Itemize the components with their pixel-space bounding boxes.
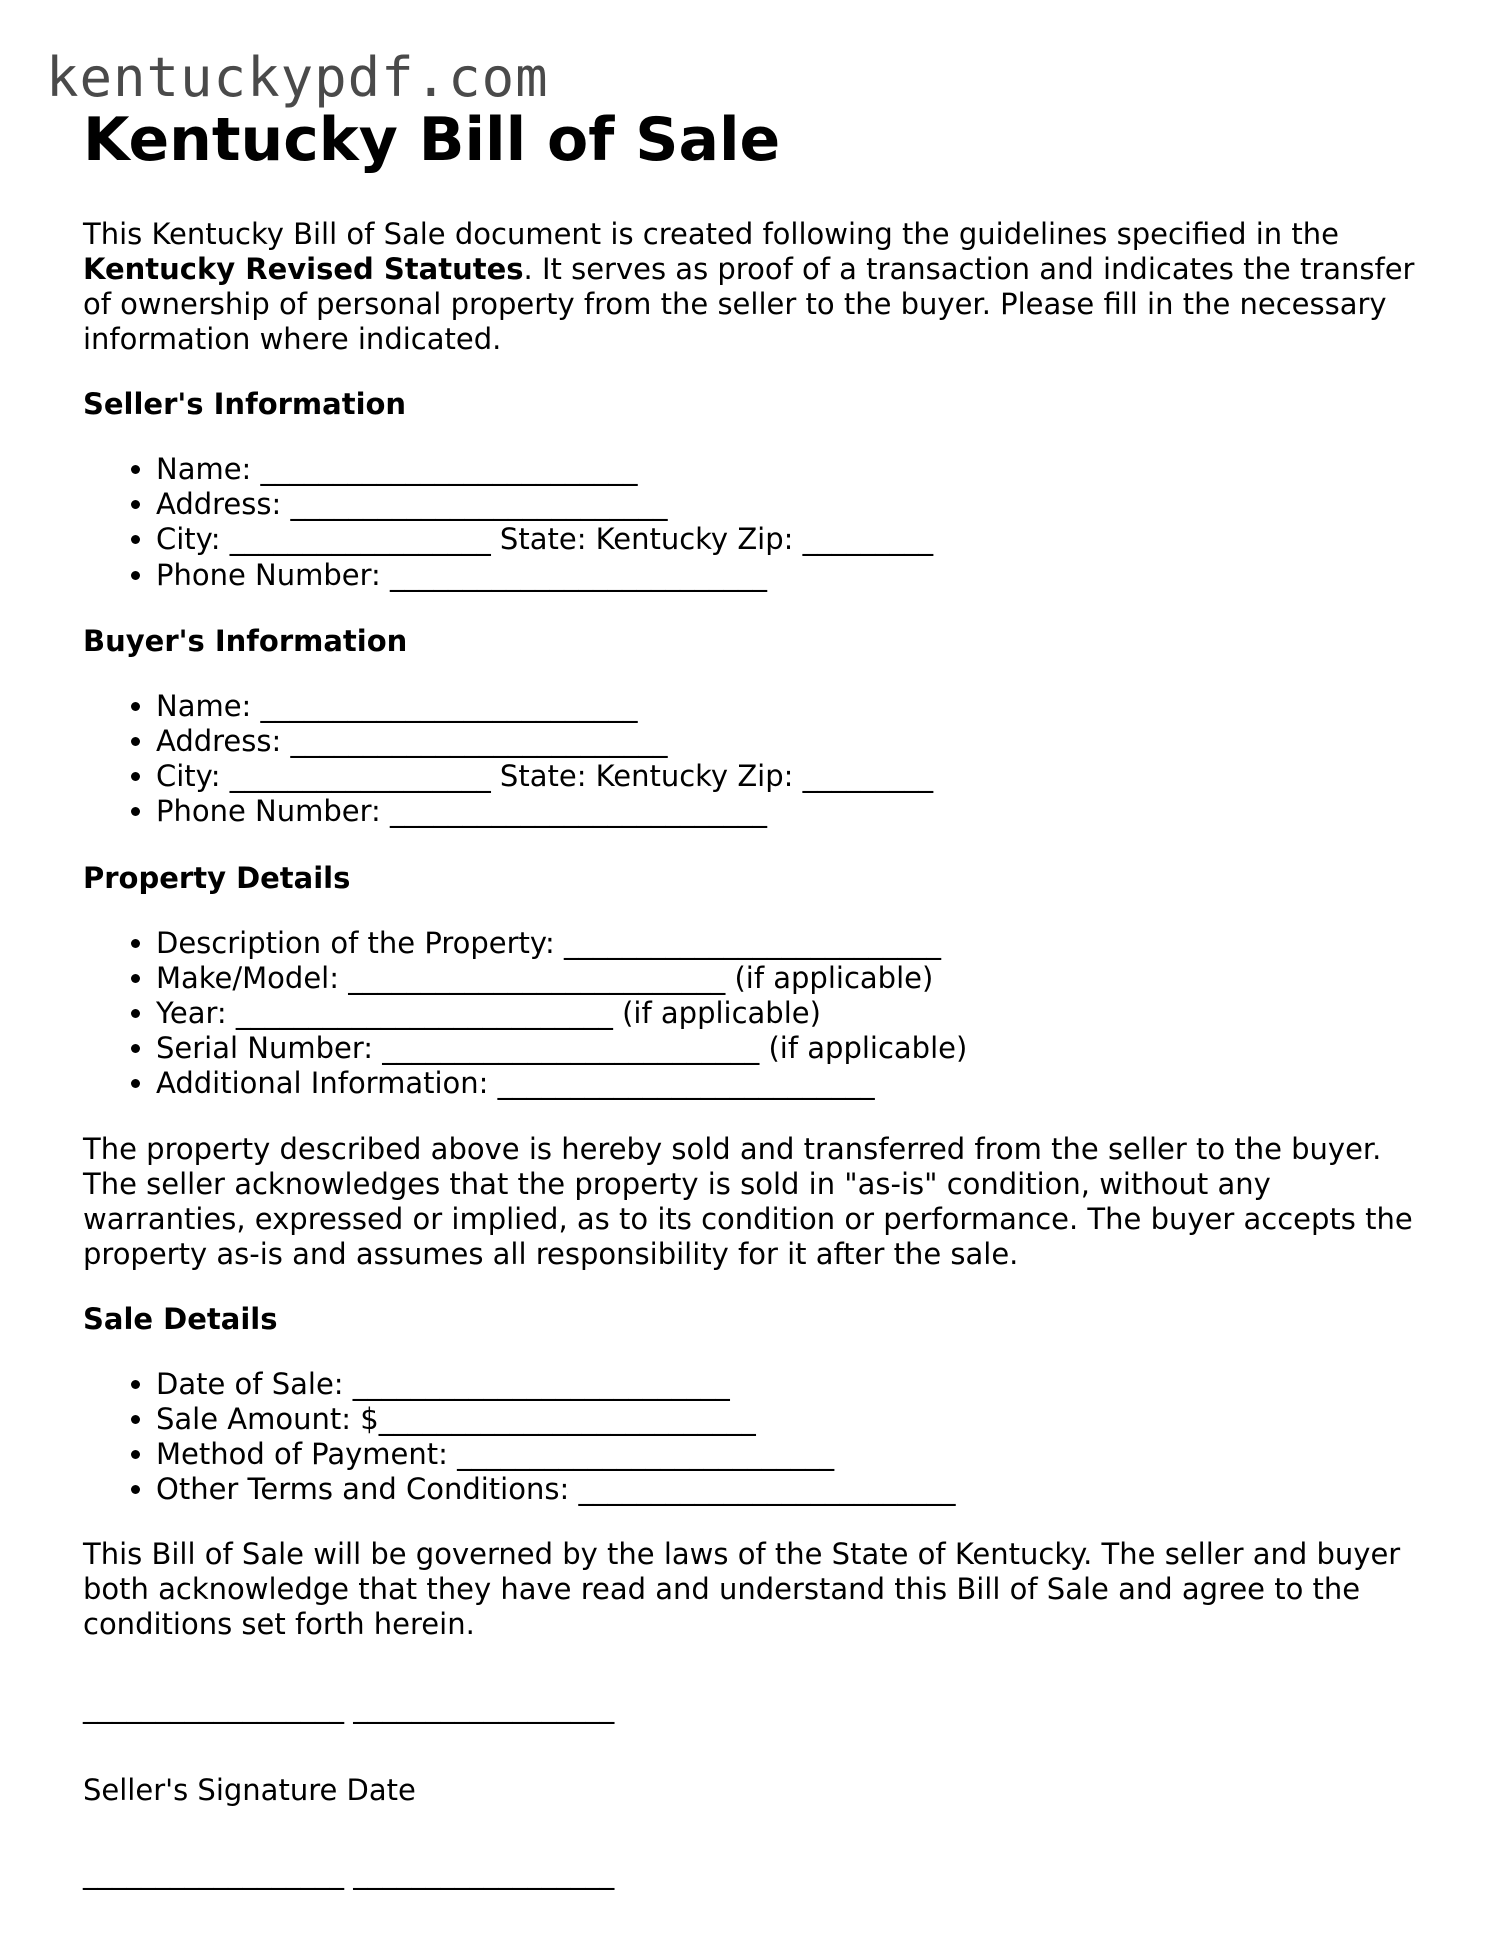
seller-phone-field[interactable]: • Phone Number: __________________________ (156, 558, 1423, 593)
governing-paragraph: This Bill of Sale will be governed by the laws of the State of Kentucky. The seller and buyer both acknowledge that they have read and understand this Bill of Sale and agree to the conditions set forth herein. (83, 1537, 1401, 1642)
buyer-heading: Buyer's Information (83, 623, 408, 658)
page-title: Kentucky Bill of Sale (83, 105, 781, 175)
property-make-model-field[interactable]: • Make/Model: __________________________ (if applicable) (156, 961, 1423, 996)
buyer-name-field[interactable]: • Name: __________________________ (156, 689, 1423, 724)
property-additional-info-field[interactable]: • Additional Information: __________________________ (156, 1066, 1423, 1101)
seller-fields (83, 452, 1423, 593)
sale-date-field[interactable]: • Date of Sale: __________________________ (156, 1367, 1423, 1402)
seller-signature-line[interactable]: __________________ __________________ (83, 1690, 615, 1725)
buyer-phone-field[interactable]: • Phone Number: __________________________ (156, 794, 1423, 829)
property-fields (83, 926, 1423, 1102)
other-terms-field[interactable]: • Other Terms and Conditions: __________________________ (156, 1472, 1423, 1507)
sale-fields (83, 1367, 1423, 1508)
watermark: kentuckypdf.com (46, 46, 549, 109)
buyer-city-state-zip-field[interactable]: • City: __________________ State: Kentucky Zip: _________ (156, 759, 1423, 794)
document (83, 100, 1423, 1891)
seller-address-field[interactable]: • Address: __________________________ (156, 487, 1423, 522)
seller-name-field[interactable]: • Name: __________________________ (156, 452, 1423, 487)
payment-method-field[interactable]: • Method of Payment: __________________________ (156, 1437, 1423, 1472)
intro-text-end: . It serves as proof of a transaction and indicates the transfer of ownership of personal property from the seller to the buyer. Please fill in the necessary information where indicated. (83, 252, 1415, 356)
intro-bold-statutes: Kentucky Revised Statutes (83, 252, 524, 286)
seller-heading: Seller's Information (83, 387, 407, 421)
property-year-field[interactable]: • Year: __________________________ (if applicable) (156, 996, 1423, 1031)
property-heading: Property Details (83, 860, 351, 895)
seller-city-state-zip-field[interactable]: • City: __________________ State: Kentucky Zip: _________ (156, 522, 1423, 557)
as-is-paragraph: The property described above is hereby sold and transferred from the seller to the buyer. The seller acknowledges that the property is sold in "as-is" condition, without any warranties, expressed or implied, as to its condition or performance. The buyer accepts the property as-is and assumes all responsibility for it after the sale. (83, 1131, 1413, 1271)
buyer-address-field[interactable]: • Address: __________________________ (156, 724, 1423, 759)
seller-signature-label: Seller's Signature Date (83, 1773, 416, 1808)
sale-amount-field[interactable]: • Sale Amount: $__________________________ (156, 1402, 1423, 1437)
sale-heading: Sale Details (83, 1301, 278, 1336)
buyer-signature-line[interactable]: __________________ __________________ (83, 1856, 615, 1891)
property-serial-field[interactable]: • Serial Number: __________________________ (if applicable) (156, 1031, 1423, 1066)
property-description-field[interactable]: • Description of the Property: __________________________ (156, 926, 1423, 961)
intro-text-start: This Kentucky Bill of Sale document is created following the guidelines specified in the (83, 217, 1339, 251)
buyer-fields (83, 689, 1423, 830)
intro-paragraph (83, 217, 1423, 357)
